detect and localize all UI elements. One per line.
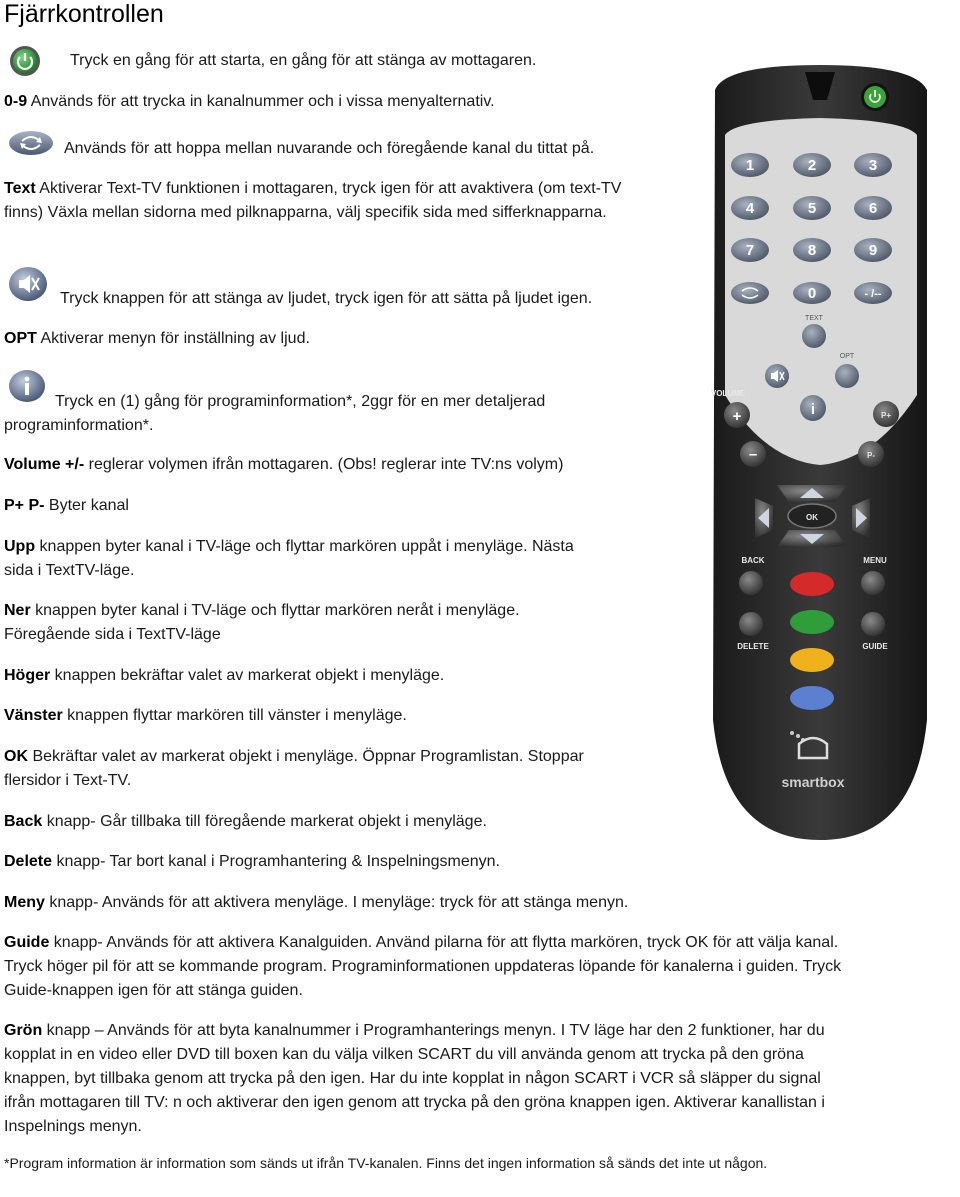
remote-digit-key-3 xyxy=(854,153,892,177)
svg-text:0: 0 xyxy=(807,285,817,302)
key-label: Volume +/- xyxy=(4,456,85,473)
delete-description: Delete knapp- Tar bort kanal i Programhantering & Inspelningsmenyn. xyxy=(4,853,500,870)
remote-mute-key xyxy=(765,364,789,388)
key-label: Vänster xyxy=(4,707,63,724)
remote-digit-label: 2 xyxy=(807,157,817,174)
key-label: OK xyxy=(4,748,28,765)
opt-description: OPT Aktiverar menyn för inställning av ljud. xyxy=(4,330,310,347)
mute-description: Tryck knappen för att stänga av ljudet, tryck igen för att sätta på ljudet igen. xyxy=(60,290,593,307)
remote-text-key xyxy=(802,324,826,348)
remote-power-button xyxy=(861,83,889,111)
remote-green-key xyxy=(790,610,834,634)
svg-text:i: i xyxy=(810,401,816,418)
guide-description: Guide knapp- Används för att aktivera Kanalguiden. Använd pilarna för att flytta markören, tryck OK för att välja kanal. Tryck höger pil för att se kommande program. Programinformationen uppdateras löpande för kanalerna i guiden. Tryck Guide-knappen igen för att stänga guiden. xyxy=(4,934,842,999)
remote-yellow-key xyxy=(790,648,834,672)
svg-text:BACK: BACK xyxy=(741,556,765,565)
volume-description: Volume +/- reglerar volymen ifrån mottagaren. (Obs! reglerar inte TV:ns volym) xyxy=(4,456,564,473)
remote-digit-key-5 xyxy=(793,196,831,220)
page-title: Fjärrkontrollen xyxy=(4,0,164,28)
svg-text:TEXT: TEXT xyxy=(805,315,823,322)
svg-text:GUIDE: GUIDE xyxy=(862,642,888,651)
remote-digit-key-8 xyxy=(793,238,831,262)
remote-digit-key-6 xyxy=(854,196,892,220)
mute-icon xyxy=(8,266,48,307)
remote-digit-key-4 xyxy=(731,196,769,220)
key-label: Upp xyxy=(4,538,36,555)
remote-dash-key xyxy=(854,282,892,304)
svg-text:smartbox: smartbox xyxy=(781,774,845,790)
remote-digit-key-1 xyxy=(731,153,769,177)
remote-digit-key-7 xyxy=(731,238,769,262)
up-description: Upp knappen byter kanal i TV-läge och flyttar markören uppåt i menyläge. Nästa sida i TextTV-läge. xyxy=(4,538,574,579)
key-label: Meny xyxy=(4,894,45,911)
key-label: Guide xyxy=(4,934,50,951)
svg-text:P+: P+ xyxy=(880,411,892,420)
key-label: OPT xyxy=(4,330,37,347)
svg-text:+: + xyxy=(732,408,742,425)
key-label: Back xyxy=(4,813,43,830)
remote-digit-key-2 xyxy=(793,153,831,177)
key-label: Grön xyxy=(4,1022,43,1039)
remote-red-key xyxy=(790,572,834,596)
remote-digit-keys xyxy=(731,153,892,262)
swap-description: Används för att hoppa mellan nuvarande och föregående kanal du tittat på. xyxy=(64,140,595,157)
digits-description: 0-9 Används för att trycka in kanalnummer och i vissa menyalternativ. xyxy=(4,93,495,110)
green-description: Grön knapp – Används för att byta kanalnummer i Programhanterings menyn. I TV läge har den 2 funktioner, har du kopplat in en video eller DVD till boxen kan du välja vilken SCART du vill använda genom att trycka på den gröna knappen, byt tillbaka genom att trycka på den igen. Har du inte kopplat in någon SCART i VCR så släpper du signal ifrån mottagaren till TV: n och aktiverar den igen genom att trycka på den gröna knappen igen. Aktiverar kanallistan i Inspelnings menyn. xyxy=(4,1022,825,1135)
remote-volume-up xyxy=(724,402,750,428)
power-icon xyxy=(8,44,42,83)
remote-opt-key xyxy=(835,364,859,388)
svg-text:OK: OK xyxy=(806,513,818,522)
key-label: 0-9 xyxy=(4,93,28,110)
remote-pplus xyxy=(873,401,899,427)
remote-volume-down xyxy=(740,441,766,467)
remote-delete-key xyxy=(739,612,763,636)
svg-text:OPT: OPT xyxy=(839,353,855,360)
remote-menu-key xyxy=(861,571,885,595)
remote-swap-key xyxy=(731,282,769,304)
down-description: Ner knappen byter kanal i TV-läge och flyttar markören neråt i menyläge. Föregående sida i TextTV-läge xyxy=(4,602,520,643)
svg-text:–: – xyxy=(748,446,758,463)
remote-back-key xyxy=(739,571,763,595)
remote-info-key xyxy=(800,395,826,421)
remote-digit-label: 4 xyxy=(745,200,755,217)
menu-description: Meny knapp- Används för att aktivera menyläge. I menyläge: tryck för att stänga menyn. xyxy=(4,894,629,911)
remote-digit-label: 6 xyxy=(868,200,878,217)
remote-digit-label: 8 xyxy=(807,242,817,259)
remote-digit-label: 5 xyxy=(807,200,817,217)
remote-digit-label: 9 xyxy=(868,242,878,259)
svg-text:- /--: - /-- xyxy=(864,288,882,300)
key-label: Text xyxy=(4,180,36,197)
back-description: Back knapp- Går tillbaka till föregående markerat objekt i menyläge. xyxy=(4,813,487,830)
remote-blue-key xyxy=(790,686,834,710)
remote-zero-key xyxy=(793,282,831,304)
remote-control-illustration xyxy=(695,60,945,850)
svg-text:DELETE: DELETE xyxy=(737,642,769,651)
power-description: Tryck en gång för att starta, en gång för att stänga av mottagaren. xyxy=(70,52,537,69)
remote-pminus xyxy=(858,441,884,467)
footnote: *Program information är information som sänds ut ifrån TV-kanalen. Finns det ingen information så sänds det inte ut någon. xyxy=(4,1155,768,1171)
svg-text:P-: P- xyxy=(867,451,875,460)
swap-channel-icon xyxy=(8,130,54,161)
key-label: Ner xyxy=(4,602,31,619)
right-description: Höger knappen bekräftar valet av markerat objekt i menyläge. xyxy=(4,667,445,684)
svg-text:VOLUME: VOLUME xyxy=(710,389,746,398)
info-description: Tryck en (1) gång för programinformation*, 2ggr för en mer detaljerad programinformation*. xyxy=(4,393,546,434)
key-label: Höger xyxy=(4,667,51,684)
svg-text:MENU: MENU xyxy=(863,556,887,565)
remote-digit-label: 3 xyxy=(868,157,878,174)
remote-digit-label: 1 xyxy=(745,157,755,174)
key-label: P+ P- xyxy=(4,497,45,514)
remote-digit-label: 7 xyxy=(745,242,755,259)
ok-description: OK Bekräftar valet av markerat objekt i menyläge. Öppnar Programlistan. Stoppar flersidor i Text-TV. xyxy=(4,748,584,789)
left-description: Vänster knappen flyttar markören till vänster i menyläge. xyxy=(4,707,407,724)
remote-guide-key xyxy=(861,612,885,636)
key-label: Delete xyxy=(4,853,53,870)
remote-digit-key-9 xyxy=(854,238,892,262)
text-description: Text Aktiverar Text-TV funktionen i mottagaren, tryck igen för att avaktivera (om text-TV finns) Växla mellan sidorna med pilknapparna, välj specifik sida med sifferknapparna. xyxy=(4,180,622,221)
pp-description: P+ P- Byter kanal xyxy=(4,497,129,514)
